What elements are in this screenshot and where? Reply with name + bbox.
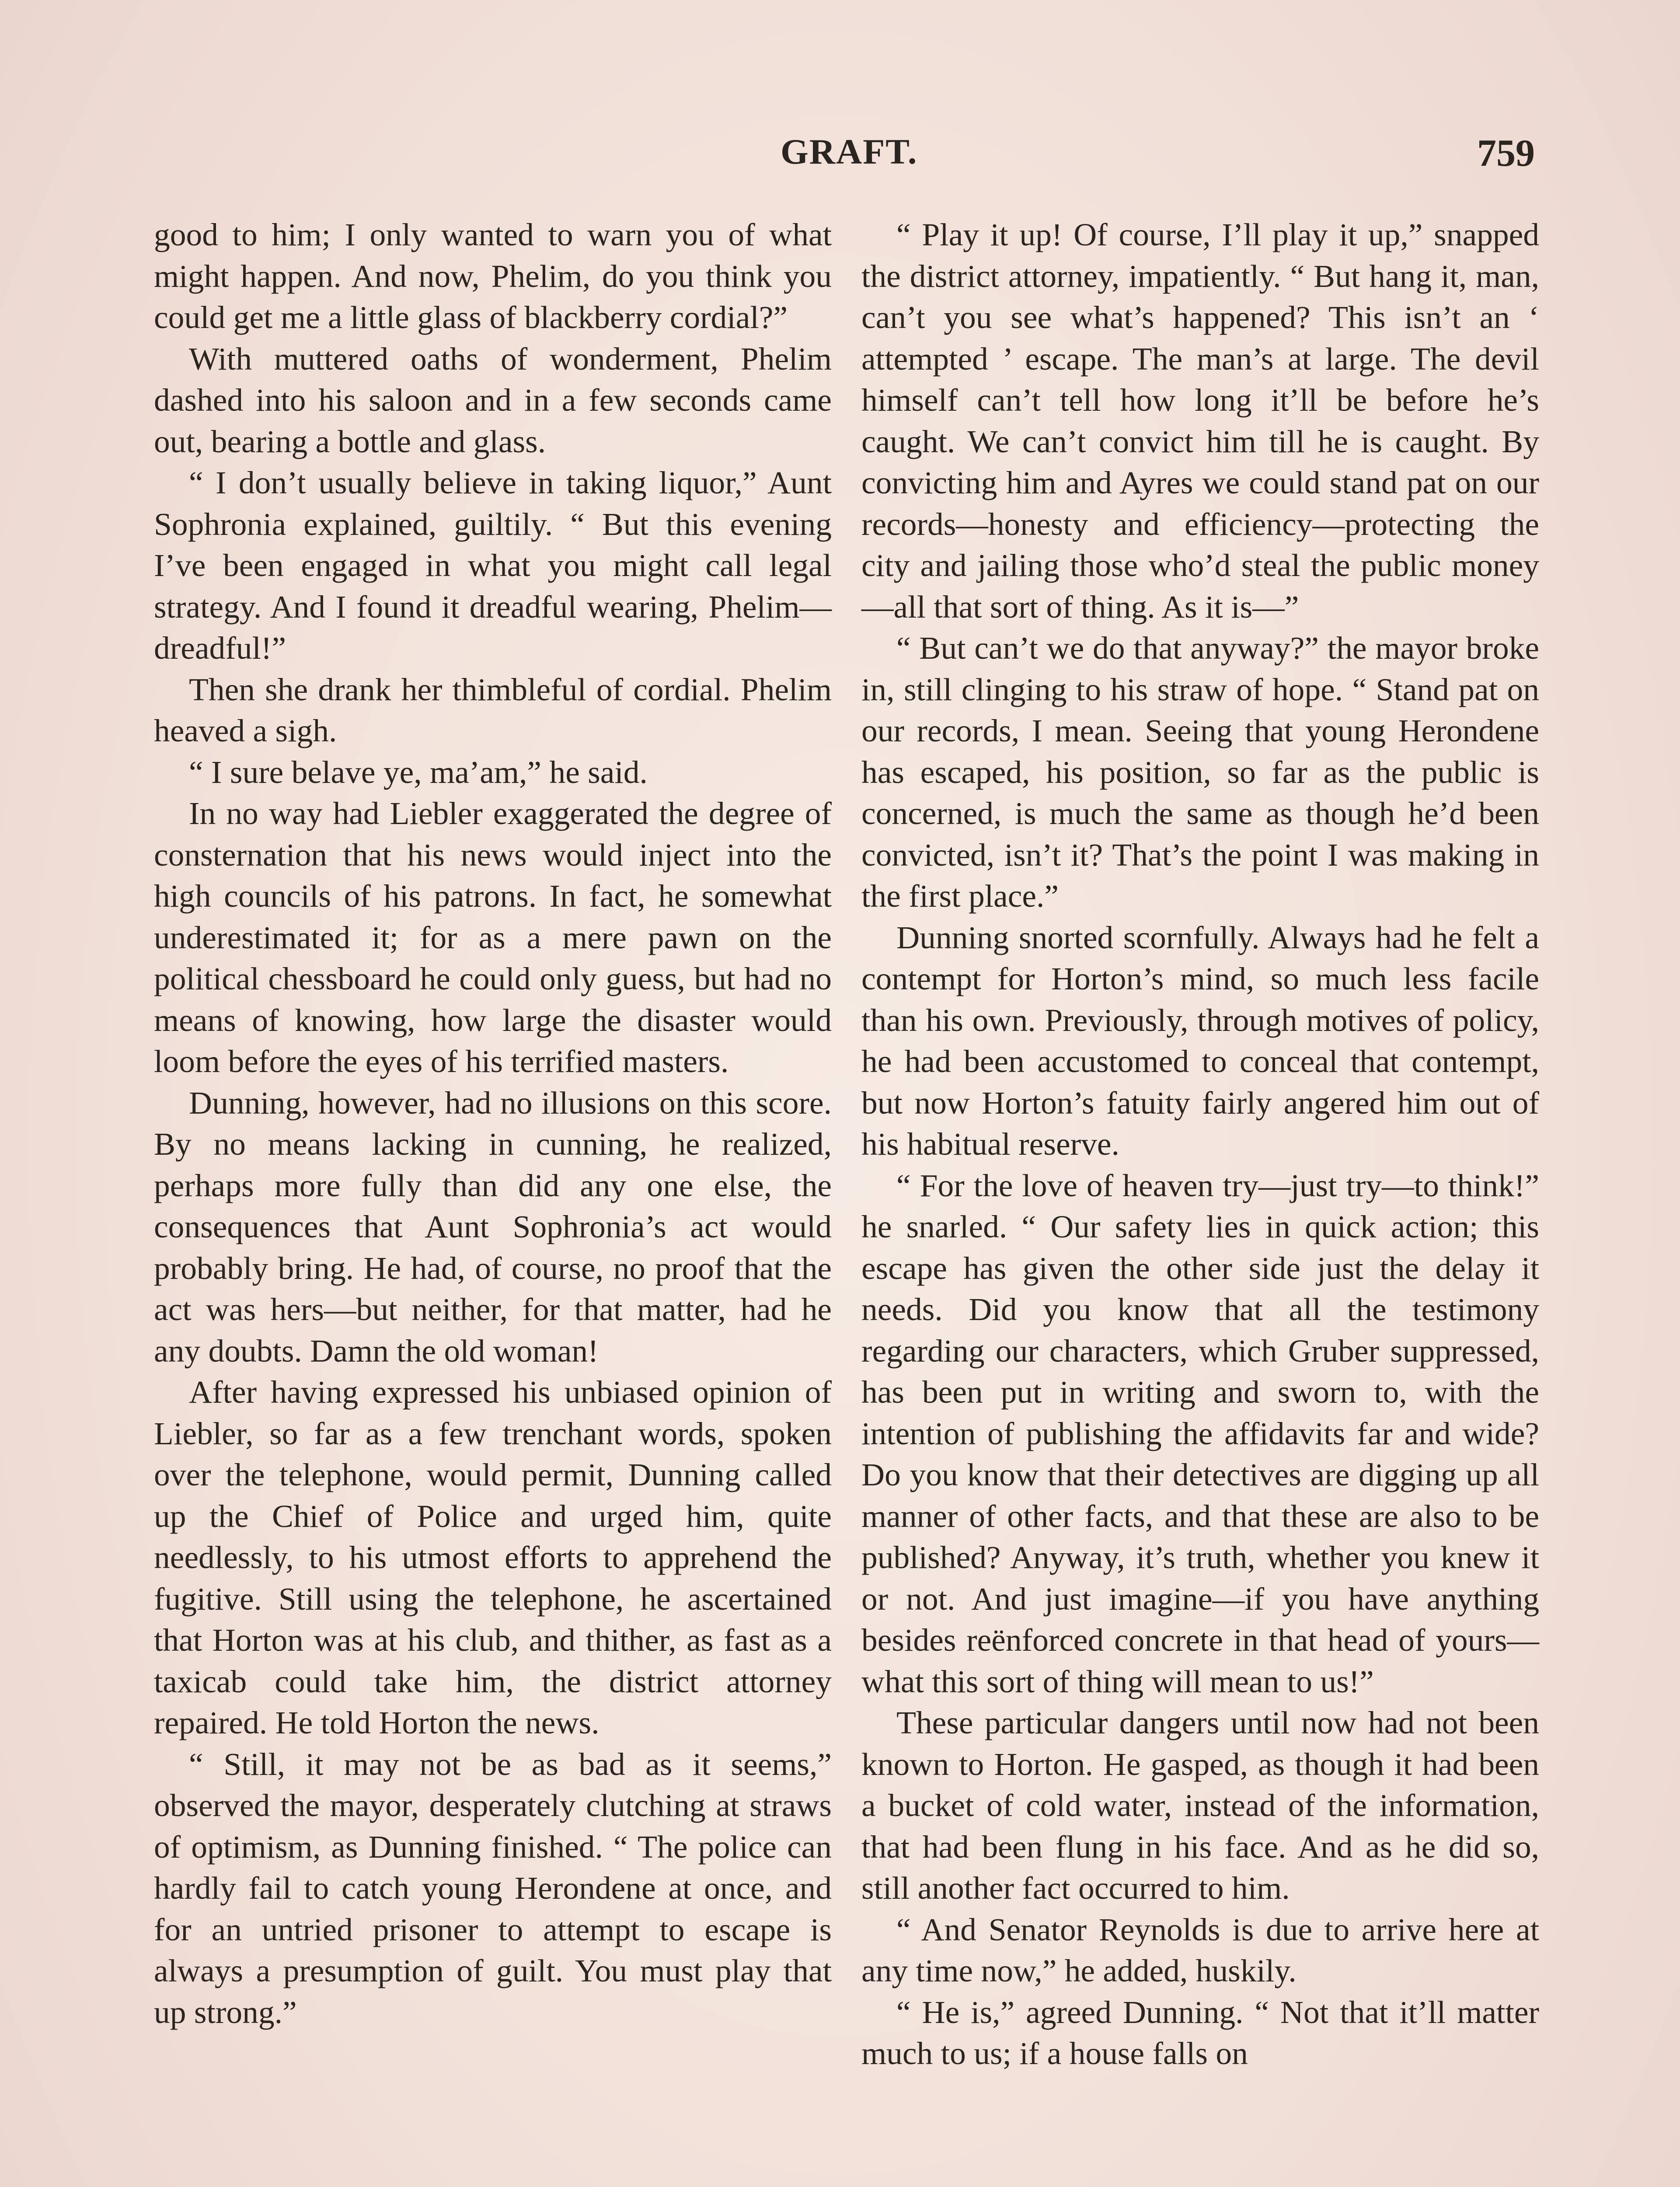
paragraph: Then she drank her thimbleful of cordial. Phelim heaved a sigh. [154, 671, 832, 748]
paragraph: After having expressed his unbiased opinion of Liebler, so far as a few trenchant words, spoken over the telephone, would permit, Dunning called up the Chief of Police and urged him, quite needlessly, to his utmost efforts to apprehend the fugitive. Still using the telephone, he ascertained that Horton was at his club, and thither, as fast as a taxicab could take him, the district attorney repaired. He told Horton the news. [154, 1374, 832, 1740]
right-column [861, 214, 1539, 2075]
left-column [154, 214, 832, 2033]
paragraph: Dunning snorted scornfully. Always had he felt a contempt for Horton’s mind, so much less facile than his own. Previously, through motives of policy, he had been accustomed to conceal that contempt, but now Horton’s fatuity fairly angered him out of his habitual reserve. [861, 919, 1539, 1162]
running-title: GRAFT. [781, 132, 918, 171]
page-number: 759 [1477, 132, 1535, 175]
paragraph: good to him; I only wanted to warn you of what might happen. And now, Phelim, do you think you could get me a little glass of blackberry cordial?” [154, 217, 832, 335]
page-header [0, 131, 1680, 179]
paragraph: “ He is,” agreed Dunning. “ Not that it’ll matter much to us; if a house falls on [861, 1994, 1539, 2071]
paragraph: “ But can’t we do that anyway?” the mayor broke in, still clinging to his straw of hope. “ Stand pat on our records, I mean. Seeing that young Herondene has escaped, his position, so far as the public is concerned, is much the same as though he’d been convicted, isn’t it? That’s the point I was making in the first place.” [861, 630, 1539, 914]
paragraph: “ Still, it may not be as bad as it seems,” observed the mayor, desperately clutching at straws of optimism, as Dunning finished. “ The police can hardly fail to catch young Herondene at once, and for an untried prisoner to attempt to escape is always a presumption of guilt. You must play that up strong.” [154, 1746, 832, 2030]
paragraph: “ I sure belave ye, ma’am,” he said. [189, 754, 648, 790]
paragraph: “ For the love of heaven try—just try—to think!” he snarled. “ Our safety lies in quick action; this escape has given the other side just the delay it needs. Did you know that all the testimony regarding our characters, which Gruber suppressed, has been put in writing and sworn to, with the intention of publishing the affidavits far and wide? Do you know that their detectives are digging up all manner of other facts, and that these are also to be published? Anyway, it’s truth, whether you knew it or not. And just imagine—if you have anything besides reënforced concrete in that head of yours—what this sort of thing will mean to us!” [861, 1167, 1539, 1699]
paragraph: Dunning, however, had no illusions on this score. By no means lacking in cunning, he realized, perhaps more fully than did any one else, the consequences that Aunt Sophronia’s act would probably bring. He had, of course, no proof that the act was hers—but neither, for that matter, had he any doubts. Damn the old woman! [154, 1085, 832, 1369]
paragraph: “ I don’t usually believe in taking liquor,” Aunt Sophronia explained, guiltily. “ But this evening I’ve been engaged in what you might call legal strategy. And I found it dreadful wearing, Phelim—dreadful!” [154, 465, 832, 666]
paragraph: In no way had Liebler exaggerated the degree of consternation that his news would inject into the high councils of his patrons. In fact, he somewhat underestimated it; for as a mere pawn on the political chessboard he could only guess, but had no means of knowing, how large the disaster would loom before the eyes of his terrified masters. [154, 796, 832, 1079]
paragraph: “ Play it up! Of course, I’ll play it up,” snapped the district attorney, impatiently. “ But hang it, man, can’t you see what’s happened? This isn’t an ‘ attempted ’ escape. The man’s at large. The devil himself can’t tell how long it’ll be before he’s caught. We can’t convict him till he is caught. By convicting him and Ayres we could stand pat on our records—honesty and efficiency—protecting the city and jailing those who’d steal the public money—all that sort of thing. As it is—” [861, 217, 1539, 625]
paragraph: These particular dangers until now had not been known to Horton. He gasped, as though it had been a bucket of cold water, instead of the information, that had been flung in his face. And as he did so, still another fact occurred to him. [861, 1705, 1539, 1906]
paragraph: With muttered oaths of wonderment, Phelim dashed into his saloon and in a few seconds came out, bearing a bottle and glass. [154, 341, 832, 459]
paragraph: “ And Senator Reynolds is due to arrive here at any time now,” he added, huskily. [861, 1911, 1539, 1988]
